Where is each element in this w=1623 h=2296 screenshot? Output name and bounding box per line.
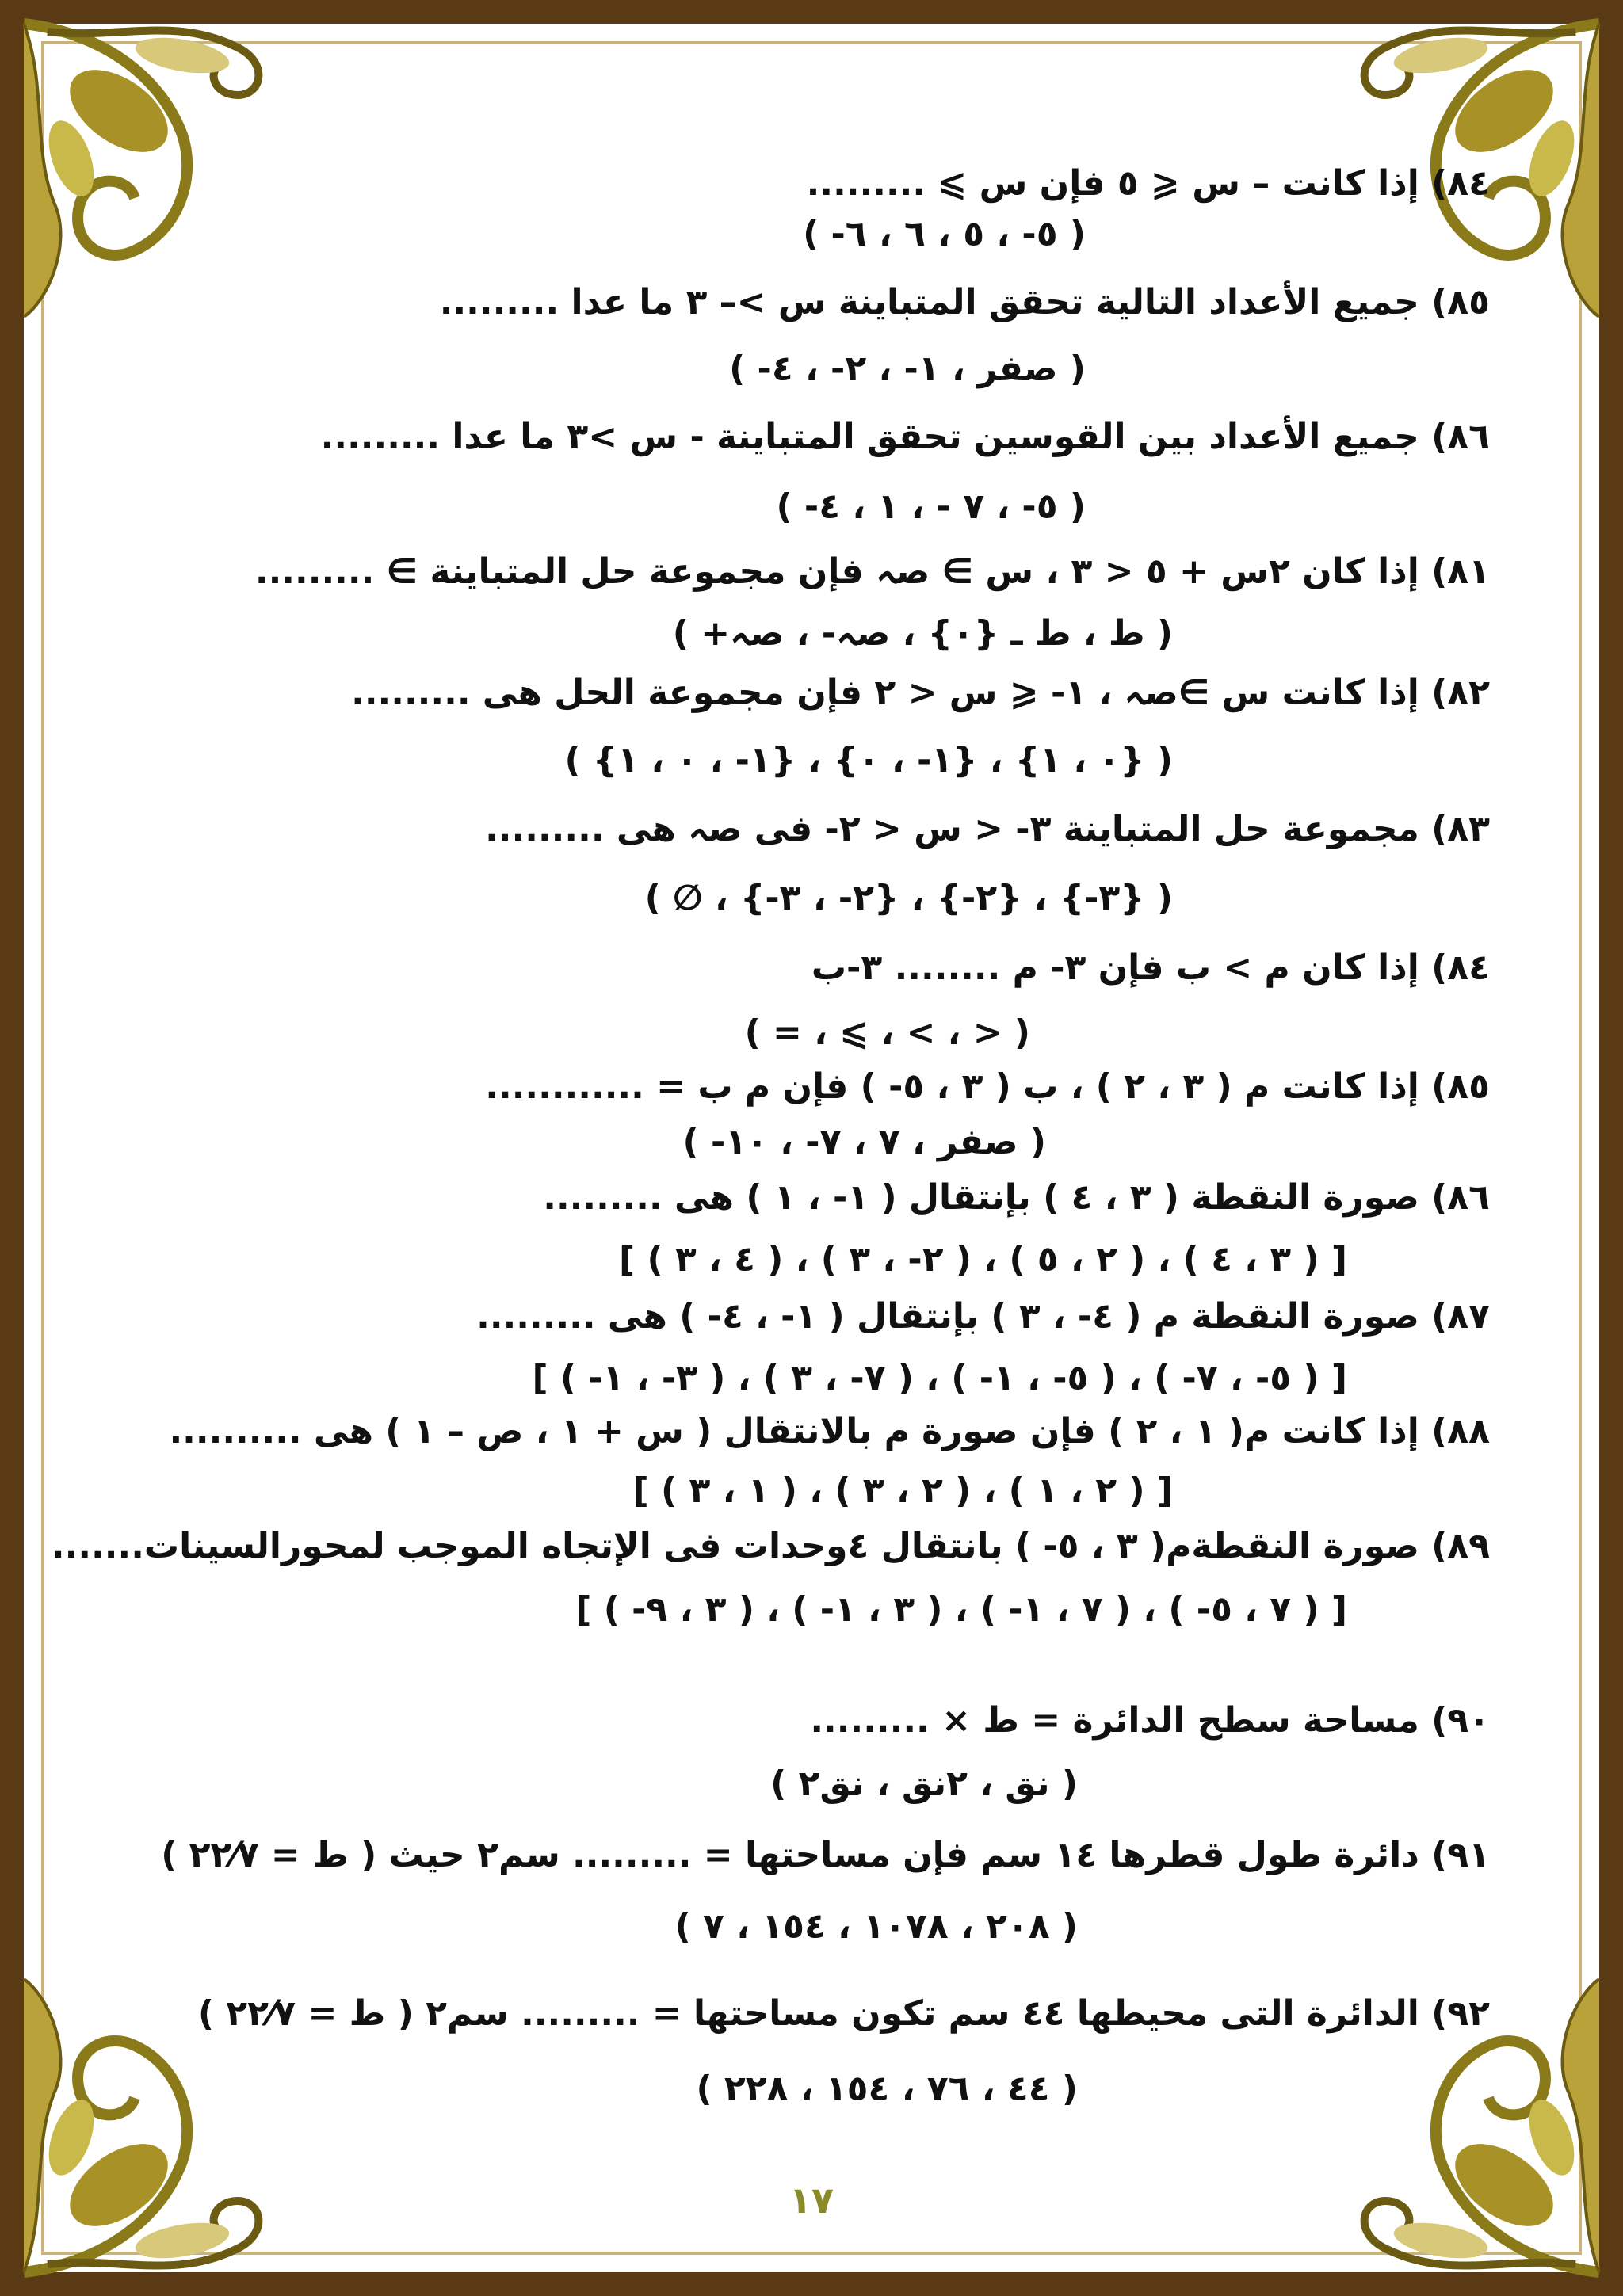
question-text: ٨٥) جميع الأعداد التالية تحقق المتباينة س >– ٣ ما عدا .........: [439, 282, 1490, 322]
question-text: ٨٦) جميع الأعداد بين القوسين تحقق المتباينة - س >٣ ما عدا .........: [320, 417, 1490, 457]
answer-options: ( {٠ ، ١} ، {١- ، ٠} ، {١- ، ٠ ، ١} ): [564, 740, 1173, 780]
answer-options: ( صفر ، ١- ، ٢- ، ٤- ): [729, 349, 1086, 389]
answer-options: [ ( ٣ ، ٤ ) ، ( ٢ ، ٥ ) ، ( ٢- ، ٣ ) ، ( ٤ ، ٣ ) ]: [619, 1239, 1347, 1280]
question-text: ٨٢) إذا كانت س ∋صہ ، ١- ⩽ س < ٢ فإن مجموعة الحل هى .........: [351, 673, 1490, 713]
question-text: ٨٥) إذا كانت م ( ٣ ، ٢ ) ، ب ( ٣ ، ٥- ) فإن م ب = ............: [485, 1066, 1490, 1107]
answer-options: ( صفر ، ٧ ، ٧- ، ١٠- ): [682, 1122, 1046, 1162]
answer-options: ( ٥- ، ٧ - ، ١ ، ٤- ): [776, 486, 1086, 527]
answer-options: ( ٤٤ ، ٧٦ ، ١٥٤ ، ٢٢٨ ): [696, 2069, 1078, 2109]
answer-options: ( ط ، ط ـ {٠} ، صہ- ، صہ+ ): [672, 613, 1173, 654]
answer-options: [ ( ٢ ، ١ ) ، ( ٢ ، ٣ ) ، ( ١ ، ٣ ) ]: [632, 1470, 1173, 1511]
answer-options: ( ٢٠٨ ، ١٠٧٨ ، ١٥٤ ، ٧ ): [674, 1906, 1078, 1947]
question-text: ٩٠) مساحة سطح الدائرة = ط × .........: [810, 1700, 1490, 1741]
question-text: ٨٩) صورة النقطةم( ٣ ، ٥- ) بانتقال ٤وحدات فى الإتجاه الموجب لمحورالسينات.......: [51, 1526, 1490, 1566]
answer-options: ( ٥- ، ٥ ، ٦ ، ٦- ): [803, 214, 1086, 254]
question-text: ٩١) دائرة طول قطرها ١٤ سم فإن مساحتها = ......... سم٢ حيث ( ط = ٢٢⁄٧ ): [161, 1835, 1490, 1875]
question-text: ٨٧) صورة النقطة م ( ٤- ، ٣ ) بإنتقال ( ١- ، ٤- ) هى .........: [476, 1296, 1490, 1337]
question-text: ٨٤) إذا كانت – س ⩽ ٥ فإن س ⩾ .........: [806, 163, 1490, 204]
page-number: ١٧: [789, 2179, 834, 2222]
question-text: ٨٦) صورة النقطة ( ٣ ، ٤ ) بإنتقال ( ١- ، ١ ) هى .........: [543, 1177, 1490, 1218]
answer-options: ( < ، > ، ⩾ ، = ): [744, 1013, 1030, 1053]
answer-options: [ ( ٥- ، ٧- ) ، ( ٥- ، ١- ) ، ( ٧- ، ٣ ) ، ( ٣- ، ١- ) ]: [532, 1358, 1347, 1398]
question-text: ٩٢) الدائرة التى محيطها ٤٤ سم تكون مساحتها = ......... سم٢ ( ط = ٢٢⁄٧ ): [197, 1993, 1490, 2034]
question-text: ٨٤) إذا كان م > ب فإن ٣- م ........ ٣-ب: [811, 948, 1490, 988]
question-text: ٨٨) إذا كانت م( ١ ، ٢ ) فإن صورة م بالانتقال ( س + ١ ، ص – ١ ) هى ..........: [169, 1411, 1490, 1451]
answer-options: [ ( ٧ ، ٥- ) ، ( ٧ ، ١- ) ، ( ٣ ، ١- ) ، ( ٣ ، ٩- ) ]: [575, 1589, 1347, 1630]
question-text: ٨١) إذا كان ٢س + ٥ < ٣ ، س ∋ صہ فإن مجموعة حل المتباينة ∋ .........: [254, 551, 1490, 592]
answer-options: ( نق ، ٢نق ، نق٢ ): [770, 1764, 1078, 1804]
floral-corner-ornament: [0, 0, 341, 341]
answer-options: ( {٣-} ، {٢-} ، {٢- ، ٣-} ، ∅ ): [644, 878, 1173, 918]
question-text: ٨٣) مجموعة حل المتباينة ٣- < س < ٢- فى صہ هى .........: [485, 809, 1490, 849]
